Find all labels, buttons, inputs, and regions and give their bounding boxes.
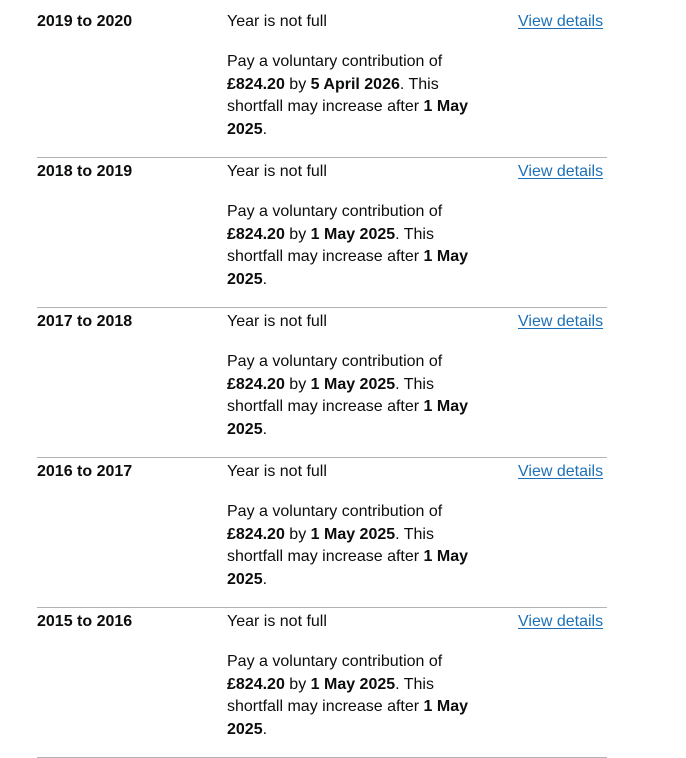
- view-details-link[interactable]: View details: [518, 313, 604, 330]
- tax-year: 2017 to 2018: [37, 313, 133, 330]
- desc-middle: . This shortfall may increase after: [227, 525, 434, 565]
- desc-by: by: [284, 225, 311, 243]
- year-status: Year is not full: [227, 13, 327, 30]
- increase-date: 1 May 2025: [227, 548, 468, 588]
- contribution-amount: £824.20: [227, 375, 285, 393]
- desc-prefix: Pay a voluntary contribution of: [227, 653, 443, 670]
- contribution-description: [227, 51, 482, 141]
- desc-middle: . This shortfall may increase after: [227, 675, 434, 715]
- increase-date: 1 May 2025: [227, 398, 468, 438]
- increase-date: 1 May 2025: [227, 98, 468, 138]
- tax-year: 2016 to 2017: [37, 463, 133, 480]
- contribution-amount: £824.20: [227, 75, 285, 93]
- desc-prefix: Pay a voluntary contribution of: [227, 53, 443, 70]
- contribution-amount: £824.20: [227, 525, 285, 543]
- payment-deadline: 1 May 2025: [310, 525, 396, 543]
- year-status: Year is not full: [227, 163, 327, 180]
- contribution-description: [227, 201, 482, 291]
- contribution-description: [227, 351, 482, 441]
- ni-years-list: [37, 0, 607, 758]
- year-row: [37, 8, 607, 158]
- tax-year: 2015 to 2016: [37, 613, 133, 630]
- year-row: [37, 458, 607, 608]
- year-status: Year is not full: [227, 613, 327, 630]
- payment-deadline: 1 May 2025: [310, 225, 396, 243]
- desc-middle: . This shortfall may increase after: [227, 375, 434, 415]
- contribution-description: [227, 501, 482, 591]
- desc-end: .: [262, 120, 268, 138]
- year-row: [37, 158, 607, 308]
- contribution-amount: £824.20: [227, 675, 285, 693]
- desc-by: by: [284, 75, 311, 93]
- desc-prefix: Pay a voluntary contribution of: [227, 353, 443, 370]
- contribution-description: [227, 651, 482, 741]
- year-status: Year is not full: [227, 313, 327, 330]
- desc-end: .: [262, 570, 268, 588]
- desc-end: .: [262, 270, 268, 288]
- contribution-amount: £824.20: [227, 225, 285, 243]
- year-row: [37, 308, 607, 458]
- increase-date: 1 May 2025: [227, 698, 468, 738]
- desc-by: by: [284, 525, 311, 543]
- payment-deadline: 5 April 2026: [310, 75, 400, 93]
- desc-middle: . This shortfall may increase after: [227, 75, 439, 115]
- view-details-link[interactable]: View details: [518, 13, 604, 30]
- desc-by: by: [284, 375, 311, 393]
- tax-year: 2019 to 2020: [37, 13, 133, 30]
- desc-end: .: [262, 720, 268, 738]
- desc-prefix: Pay a voluntary contribution of: [227, 203, 443, 220]
- desc-middle: . This shortfall may increase after: [227, 225, 434, 265]
- desc-by: by: [284, 675, 311, 693]
- year-status: Year is not full: [227, 463, 327, 480]
- view-details-link[interactable]: View details: [518, 163, 604, 180]
- payment-deadline: 1 May 2025: [310, 675, 396, 693]
- year-row: [37, 608, 607, 758]
- tax-year: 2018 to 2019: [37, 163, 133, 180]
- increase-date: 1 May 2025: [227, 248, 468, 288]
- view-details-link[interactable]: View details: [518, 613, 604, 630]
- desc-prefix: Pay a voluntary contribution of: [227, 503, 443, 520]
- view-details-link[interactable]: View details: [518, 463, 604, 480]
- desc-end: .: [262, 420, 268, 438]
- payment-deadline: 1 May 2025: [310, 375, 396, 393]
